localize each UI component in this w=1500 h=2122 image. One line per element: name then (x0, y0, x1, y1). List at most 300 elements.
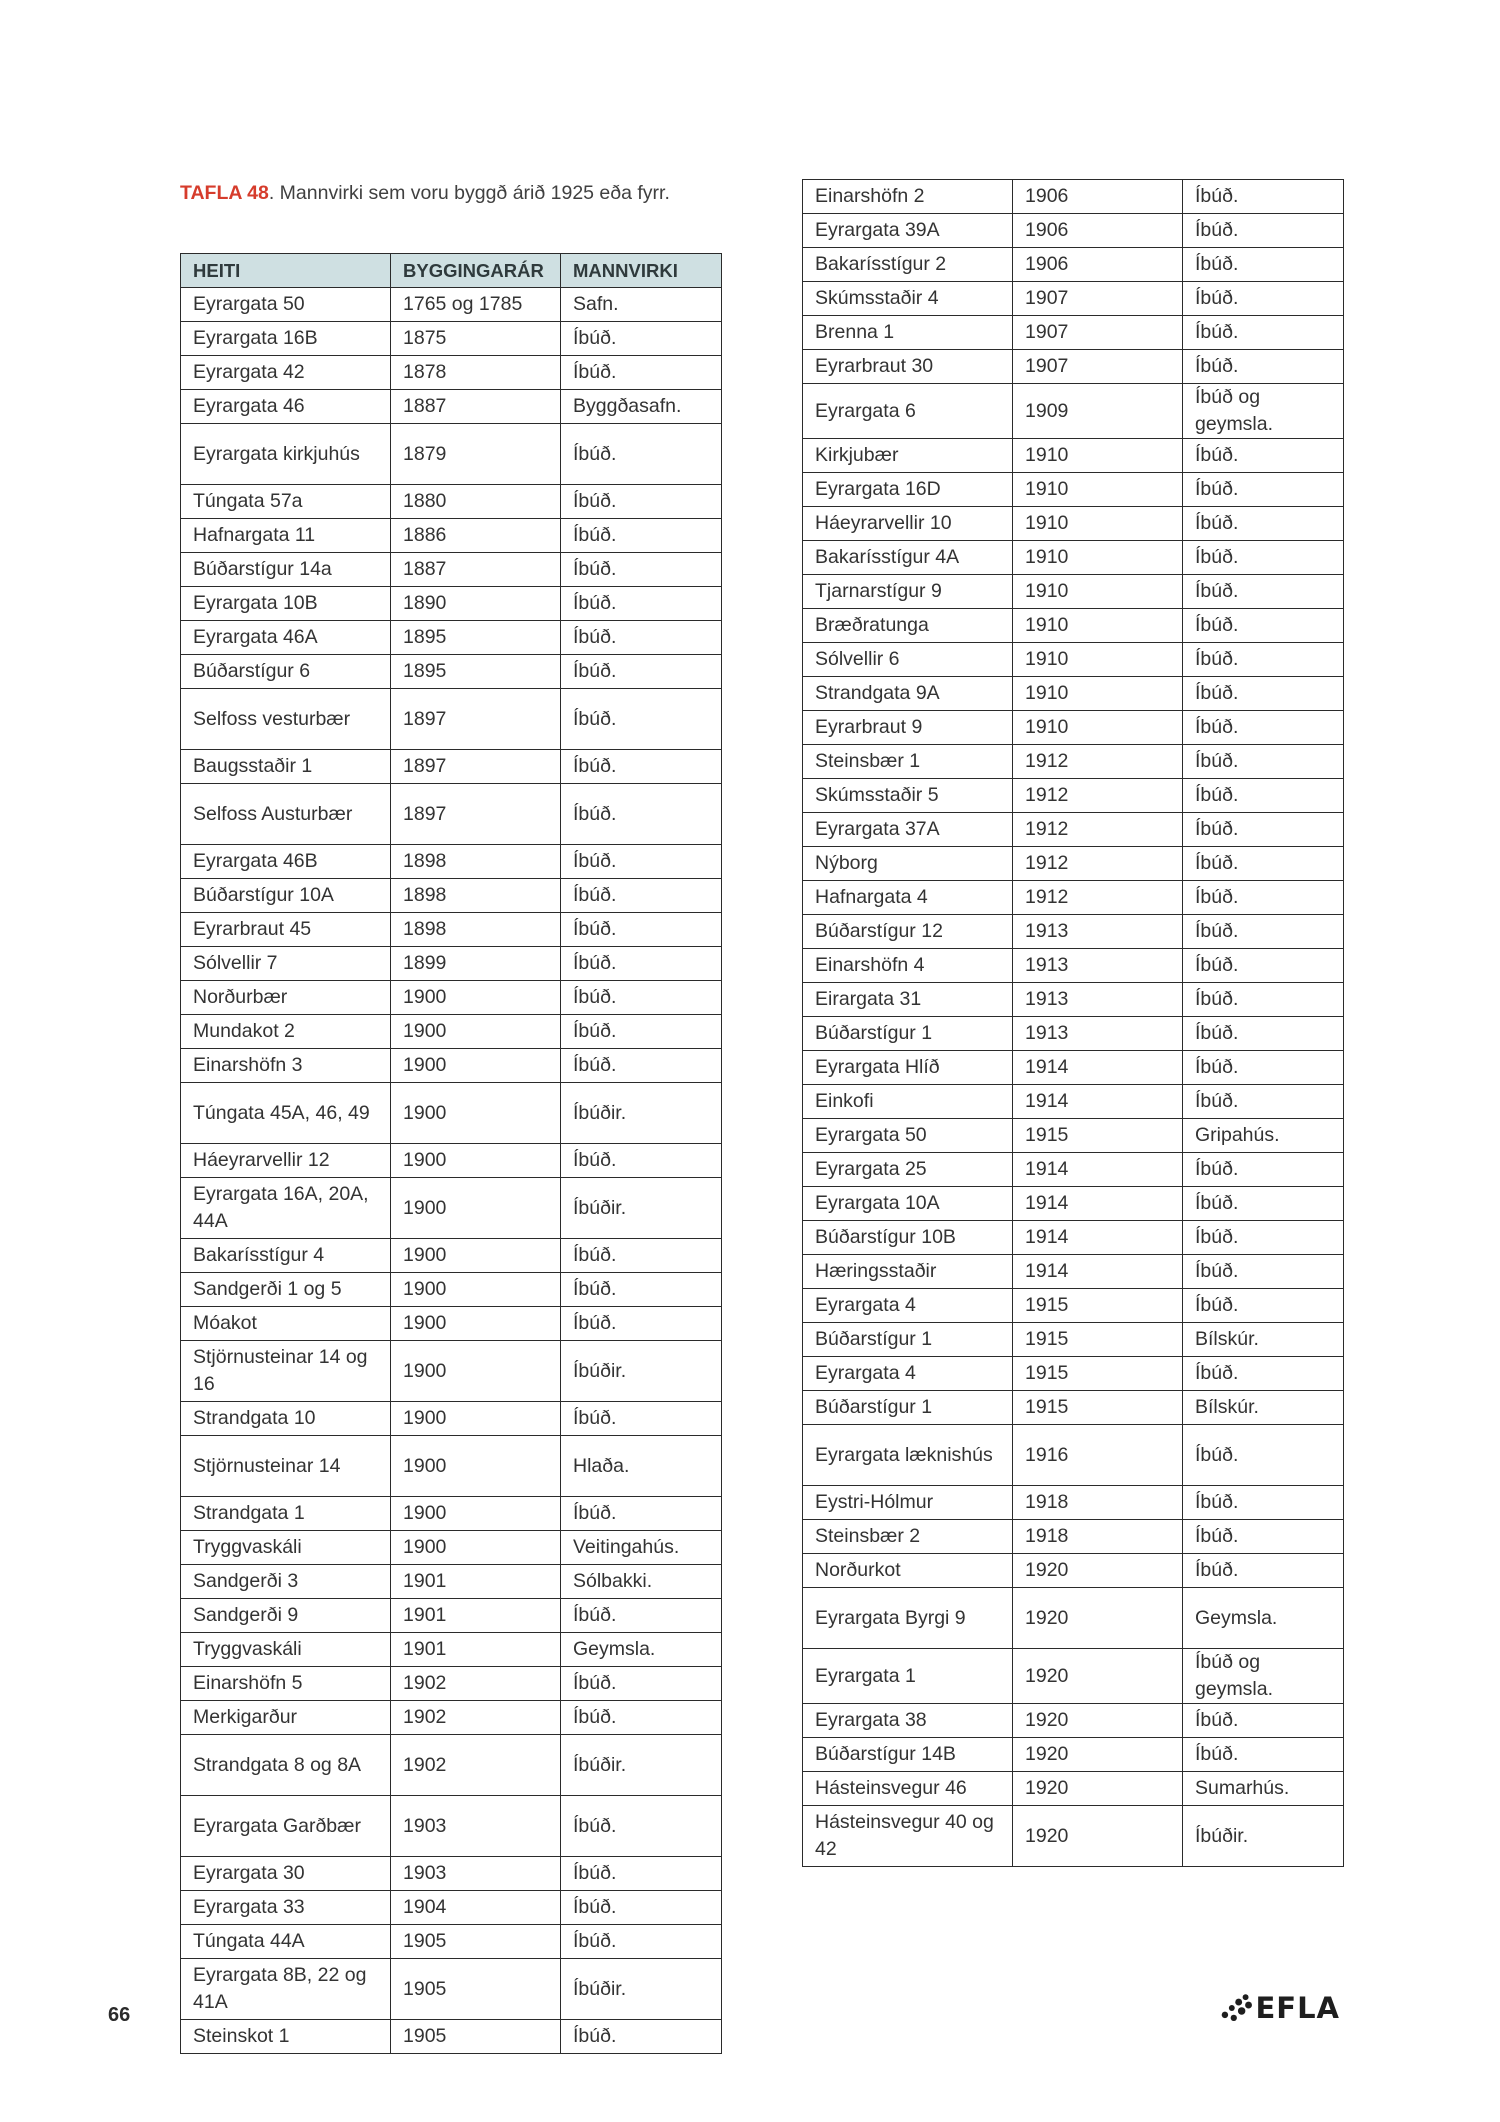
table-row (181, 655, 722, 689)
cell-byggingarar: 1910 (1013, 439, 1183, 473)
cell-byggingarar: 1910 (1013, 507, 1183, 541)
table-row (803, 282, 1344, 316)
table-row (803, 1772, 1344, 1806)
table-row (803, 1425, 1344, 1486)
cell-mannvirki: Íbúð. (561, 750, 722, 784)
table-row (803, 813, 1344, 847)
table-row (803, 643, 1344, 677)
table-row (803, 350, 1344, 384)
cell-mannvirki: Hlaða. (561, 1436, 722, 1497)
cell-heiti: Steinskot 1 (181, 2020, 391, 2054)
cell-heiti: Eyrargata 38 (803, 1704, 1013, 1738)
table-row (803, 316, 1344, 350)
table-row (803, 915, 1344, 949)
cell-mannvirki: Íbúð. (561, 1402, 722, 1436)
cell-byggingarar: 1912 (1013, 745, 1183, 779)
cell-heiti: Selfoss vesturbær (181, 689, 391, 750)
cell-byggingarar: 1920 (1013, 1554, 1183, 1588)
cell-heiti: Eyrargata 10B (181, 587, 391, 621)
table-row (181, 424, 722, 485)
table-row (803, 1119, 1344, 1153)
table-row (181, 1436, 722, 1497)
cell-mannvirki: Íbúð. (561, 519, 722, 553)
cell-mannvirki: Íbúð og geymsla. (1183, 1649, 1344, 1704)
efla-logo (1220, 1988, 1340, 2028)
cell-heiti: Háeyrarvellir 12 (181, 1144, 391, 1178)
cell-byggingarar: 1900 (391, 1307, 561, 1341)
table-row (181, 2020, 722, 2054)
cell-mannvirki: Íbúð. (561, 553, 722, 587)
table-row (181, 1667, 722, 1701)
table-row (803, 1806, 1344, 1867)
cell-mannvirki: Íbúð. (561, 655, 722, 689)
cell-mannvirki: Íbúð. (561, 1925, 722, 1959)
cell-byggingarar: 1915 (1013, 1323, 1183, 1357)
table-row (181, 621, 722, 655)
cell-heiti: Stjörnusteinar 14 og 16 (181, 1341, 391, 1402)
table-row (803, 847, 1344, 881)
cell-byggingarar: 1900 (391, 1083, 561, 1144)
cell-byggingarar: 1887 (391, 390, 561, 424)
cell-heiti: Strandgata 1 (181, 1497, 391, 1531)
table-row (181, 784, 722, 845)
header-heiti: HEITI (181, 254, 391, 288)
cell-mannvirki: Íbúð. (1183, 1486, 1344, 1520)
cell-byggingarar: 1900 (391, 981, 561, 1015)
cell-heiti: Steinsbær 1 (803, 745, 1013, 779)
cell-mannvirki: Veitingahús. (561, 1531, 722, 1565)
table-row (181, 356, 722, 390)
cell-heiti: Búðarstígur 1 (803, 1323, 1013, 1357)
cell-byggingarar: 1879 (391, 424, 561, 485)
cell-heiti: Búðarstígur 12 (803, 915, 1013, 949)
cell-byggingarar: 1910 (1013, 643, 1183, 677)
cell-byggingarar: 1902 (391, 1667, 561, 1701)
table-row (803, 384, 1344, 439)
cell-mannvirki: Íbúð. (1183, 745, 1344, 779)
cell-mannvirki: Íbúð. (561, 356, 722, 390)
cell-byggingarar: 1912 (1013, 847, 1183, 881)
cell-byggingarar: 1897 (391, 689, 561, 750)
cell-heiti: Eyrargata læknishús (803, 1425, 1013, 1486)
cell-heiti: Strandgata 8 og 8A (181, 1735, 391, 1796)
cell-byggingarar: 1898 (391, 845, 561, 879)
cell-heiti: Eyrargata kirkjuhús (181, 424, 391, 485)
cell-mannvirki: Íbúð. (561, 879, 722, 913)
table-row (181, 1599, 722, 1633)
cell-byggingarar: 1906 (1013, 180, 1183, 214)
cell-mannvirki: Íbúð. (1183, 881, 1344, 915)
cell-heiti: Eyrargata 37A (803, 813, 1013, 847)
cell-byggingarar: 1895 (391, 621, 561, 655)
table-row (803, 1554, 1344, 1588)
cell-heiti: Eyrargata 42 (181, 356, 391, 390)
table-row (803, 1649, 1344, 1704)
cell-heiti: Sandgerði 3 (181, 1565, 391, 1599)
cell-mannvirki: Íbúð. (1183, 507, 1344, 541)
cell-heiti: Bakarísstígur 4A (803, 541, 1013, 575)
cell-mannvirki: Íbúð. (1183, 711, 1344, 745)
table-row (181, 1857, 722, 1891)
cell-heiti: Búðarstígur 6 (181, 655, 391, 689)
cell-heiti: Túngata 45A, 46, 49 (181, 1083, 391, 1144)
cell-byggingarar: 1900 (391, 1531, 561, 1565)
cell-heiti: Háeyrarvellir 10 (803, 507, 1013, 541)
cell-heiti: Steinsbær 2 (803, 1520, 1013, 1554)
cell-heiti: Búðarstígur 14a (181, 553, 391, 587)
cell-mannvirki: Íbúð. (561, 587, 722, 621)
table-row (803, 745, 1344, 779)
table-row (803, 949, 1344, 983)
cell-heiti: Bræðratunga (803, 609, 1013, 643)
table-row (181, 1959, 722, 2020)
table-row (181, 1239, 722, 1273)
table-row (803, 1738, 1344, 1772)
cell-mannvirki: Íbúð. (561, 1015, 722, 1049)
table-row (803, 711, 1344, 745)
cell-mannvirki: Íbúð. (1183, 677, 1344, 711)
cell-mannvirki: Sólbakki. (561, 1565, 722, 1599)
cell-byggingarar: 1913 (1013, 1017, 1183, 1051)
table-caption-text: . Mannvirki sem voru byggð árið 1925 eða fyrr. (268, 182, 670, 204)
table-row (181, 519, 722, 553)
cell-mannvirki: Íbúð. (1183, 1221, 1344, 1255)
cell-byggingarar: 1905 (391, 1959, 561, 2020)
cell-mannvirki: Íbúð. (1183, 1255, 1344, 1289)
cell-heiti: Eyrargata 39A (803, 214, 1013, 248)
cell-byggingarar: 1905 (391, 1925, 561, 1959)
cell-heiti: Eyrargata 6 (803, 384, 1013, 439)
cell-heiti: Selfoss Austurbær (181, 784, 391, 845)
cell-heiti: Eyrargata 25 (803, 1153, 1013, 1187)
cell-mannvirki: Íbúðir. (561, 1735, 722, 1796)
cell-mannvirki: Íbúð. (561, 689, 722, 750)
cell-mannvirki: Íbúð. (1183, 575, 1344, 609)
cell-heiti: Brenna 1 (803, 316, 1013, 350)
table-row (181, 1341, 722, 1402)
cell-byggingarar: 1902 (391, 1701, 561, 1735)
cell-byggingarar: 1900 (391, 1049, 561, 1083)
cell-byggingarar: 1913 (1013, 915, 1183, 949)
cell-byggingarar: 1915 (1013, 1289, 1183, 1323)
cell-byggingarar: 1897 (391, 784, 561, 845)
cell-mannvirki: Íbúð. (561, 1273, 722, 1307)
cell-mannvirki: Íbúð. (1183, 248, 1344, 282)
cell-heiti: Eyrarbraut 9 (803, 711, 1013, 745)
table-row (803, 677, 1344, 711)
cell-mannvirki: Íbúð. (1183, 847, 1344, 881)
table-row (181, 288, 722, 322)
table-row (181, 750, 722, 784)
cell-heiti: Einarshöfn 3 (181, 1049, 391, 1083)
table-row (803, 1153, 1344, 1187)
table-row (803, 214, 1344, 248)
cell-heiti: Búðarstígur 10A (181, 879, 391, 913)
cell-mannvirki: Íbúð. (1183, 643, 1344, 677)
cell-byggingarar: 1914 (1013, 1085, 1183, 1119)
cell-heiti: Mundakot 2 (181, 1015, 391, 1049)
cell-heiti: Búðarstígur 14B (803, 1738, 1013, 1772)
table-row (181, 1565, 722, 1599)
table-row (181, 1701, 722, 1735)
cell-byggingarar: 1912 (1013, 881, 1183, 915)
cell-byggingarar: 1910 (1013, 541, 1183, 575)
cell-heiti: Eyrargata 33 (181, 1891, 391, 1925)
cell-byggingarar: 1904 (391, 1891, 561, 1925)
cell-byggingarar: 1920 (1013, 1704, 1183, 1738)
cell-heiti: Búðarstígur 10B (803, 1221, 1013, 1255)
cell-heiti: Baugsstaðir 1 (181, 750, 391, 784)
cell-mannvirki: Íbúð. (1183, 180, 1344, 214)
cell-mannvirki: Íbúð. (1183, 1153, 1344, 1187)
table-row (181, 1273, 722, 1307)
cell-mannvirki: Íbúð. (561, 1144, 722, 1178)
cell-heiti: Móakot (181, 1307, 391, 1341)
cell-mannvirki: Íbúð. (561, 981, 722, 1015)
cell-mannvirki: Íbúð. (561, 1497, 722, 1531)
cell-heiti: Eyrargata 30 (181, 1857, 391, 1891)
cell-byggingarar: 1897 (391, 750, 561, 784)
cell-heiti: Eyrarbraut 30 (803, 350, 1013, 384)
cell-heiti: Kirkjubær (803, 439, 1013, 473)
cell-mannvirki: Íbúð. (561, 947, 722, 981)
table-row (181, 1144, 722, 1178)
cell-byggingarar: 1887 (391, 553, 561, 587)
cell-byggingarar: 1907 (1013, 350, 1183, 384)
cell-heiti: Eirargata 31 (803, 983, 1013, 1017)
cell-byggingarar: 1915 (1013, 1391, 1183, 1425)
table-caption (180, 182, 670, 205)
cell-byggingarar: 1900 (391, 1239, 561, 1273)
table-row (803, 248, 1344, 282)
cell-mannvirki: Íbúð. (1183, 282, 1344, 316)
table-header-row (181, 254, 722, 288)
table-row (181, 390, 722, 424)
cell-byggingarar: 1918 (1013, 1520, 1183, 1554)
table-row (181, 879, 722, 913)
table-row (803, 1704, 1344, 1738)
cell-heiti: Tryggvaskáli (181, 1633, 391, 1667)
table-row (803, 1017, 1344, 1051)
cell-mannvirki: Safn. (561, 288, 722, 322)
cell-byggingarar: 1907 (1013, 316, 1183, 350)
cell-mannvirki: Íbúð. (1183, 1738, 1344, 1772)
table-row (803, 1357, 1344, 1391)
cell-heiti: Bakarísstígur 2 (803, 248, 1013, 282)
table-row (181, 322, 722, 356)
cell-mannvirki: Íbúð. (1183, 1554, 1344, 1588)
table-row (181, 1891, 722, 1925)
table-row (803, 1221, 1344, 1255)
table-body-right (803, 180, 1344, 1867)
cell-byggingarar: 1765 og 1785 (391, 288, 561, 322)
cell-mannvirki: Íbúð. (561, 1239, 722, 1273)
cell-byggingarar: 1914 (1013, 1255, 1183, 1289)
cell-byggingarar: 1901 (391, 1599, 561, 1633)
cell-byggingarar: 1900 (391, 1402, 561, 1436)
cell-byggingarar: 1920 (1013, 1806, 1183, 1867)
table-row (803, 779, 1344, 813)
cell-mannvirki: Íbúð. (561, 1701, 722, 1735)
cell-mannvirki: Íbúð. (561, 621, 722, 655)
cell-mannvirki: Íbúðir. (561, 1341, 722, 1402)
cell-heiti: Eyrargata 46B (181, 845, 391, 879)
cell-heiti: Eyrargata 46A (181, 621, 391, 655)
table-row (181, 1735, 722, 1796)
page-number: 66 (108, 2004, 131, 2026)
cell-byggingarar: 1903 (391, 1857, 561, 1891)
table-row (181, 981, 722, 1015)
buildings-table-left (180, 253, 722, 2054)
table-row (181, 689, 722, 750)
cell-byggingarar: 1890 (391, 587, 561, 621)
cell-mannvirki: Bílskúr. (1183, 1391, 1344, 1425)
cell-mannvirki: Íbúð. (1183, 350, 1344, 384)
cell-mannvirki: Íbúð og geymsla. (1183, 384, 1344, 439)
table-row (803, 1051, 1344, 1085)
cell-mannvirki: Íbúð. (1183, 214, 1344, 248)
cell-mannvirki: Íbúð. (1183, 1425, 1344, 1486)
table-row (803, 541, 1344, 575)
cell-byggingarar: 1916 (1013, 1425, 1183, 1486)
cell-heiti: Einkofi (803, 1085, 1013, 1119)
table-row (181, 1796, 722, 1857)
cell-byggingarar: 1875 (391, 322, 561, 356)
table-row (181, 1015, 722, 1049)
cell-mannvirki: Íbúð. (561, 1049, 722, 1083)
cell-heiti: Sólvellir 7 (181, 947, 391, 981)
cell-heiti: Tjarnarstígur 9 (803, 575, 1013, 609)
table-row (181, 1531, 722, 1565)
table-row (181, 1307, 722, 1341)
table-row (803, 609, 1344, 643)
table-row (803, 1588, 1344, 1649)
cell-heiti: Eyrargata 16A, 20A, 44A (181, 1178, 391, 1239)
cell-mannvirki: Íbúð. (1183, 813, 1344, 847)
cell-mannvirki: Geymsla. (1183, 1588, 1344, 1649)
cell-mannvirki: Íbúð. (561, 784, 722, 845)
cell-mannvirki: Íbúð. (1183, 1187, 1344, 1221)
cell-byggingarar: 1900 (391, 1178, 561, 1239)
header-mannvirki: MANNVIRKI (561, 254, 722, 288)
table-row (181, 1083, 722, 1144)
cell-byggingarar: 1880 (391, 485, 561, 519)
cell-byggingarar: 1915 (1013, 1119, 1183, 1153)
cell-mannvirki: Íbúð. (561, 485, 722, 519)
cell-byggingarar: 1900 (391, 1015, 561, 1049)
cell-mannvirki: Gripahús. (1183, 1119, 1344, 1153)
cell-mannvirki: Íbúð. (1183, 609, 1344, 643)
cell-byggingarar: 1914 (1013, 1221, 1183, 1255)
cell-byggingarar: 1895 (391, 655, 561, 689)
cell-heiti: Eyrargata 8B, 22 og 41A (181, 1959, 391, 2020)
cell-heiti: Eyrarbraut 45 (181, 913, 391, 947)
cell-mannvirki: Íbúðir. (561, 1959, 722, 2020)
cell-byggingarar: 1914 (1013, 1051, 1183, 1085)
cell-mannvirki: Íbúð. (561, 322, 722, 356)
cell-heiti: Nýborg (803, 847, 1013, 881)
cell-mannvirki: Íbúð. (561, 2020, 722, 2054)
table-row (181, 1178, 722, 1239)
table-row (181, 587, 722, 621)
cell-heiti: Búðarstígur 1 (803, 1391, 1013, 1425)
cell-heiti: Hafnargata 4 (803, 881, 1013, 915)
cell-byggingarar: 1898 (391, 879, 561, 913)
cell-heiti: Eyrargata 50 (803, 1119, 1013, 1153)
cell-mannvirki: Íbúð. (1183, 983, 1344, 1017)
cell-byggingarar: 1920 (1013, 1738, 1183, 1772)
table-row (803, 1187, 1344, 1221)
cell-heiti: Stjörnusteinar 14 (181, 1436, 391, 1497)
cell-heiti: Búðarstígur 1 (803, 1017, 1013, 1051)
cell-byggingarar: 1910 (1013, 609, 1183, 643)
table-row (181, 1497, 722, 1531)
cell-heiti: Skúmsstaðir 5 (803, 779, 1013, 813)
cell-heiti: Norðurkot (803, 1554, 1013, 1588)
cell-heiti: Eyrargata 16D (803, 473, 1013, 507)
table-row (181, 1925, 722, 1959)
cell-byggingarar: 1878 (391, 356, 561, 390)
cell-mannvirki: Íbúð. (561, 845, 722, 879)
cell-byggingarar: 1903 (391, 1796, 561, 1857)
cell-heiti: Einarshöfn 2 (803, 180, 1013, 214)
cell-mannvirki: Íbúð. (561, 1796, 722, 1857)
cell-mannvirki: Íbúð. (561, 1667, 722, 1701)
cell-mannvirki: Íbúð. (1183, 439, 1344, 473)
cell-heiti: Strandgata 10 (181, 1402, 391, 1436)
table-row (803, 180, 1344, 214)
cell-heiti: Eyrargata 1 (803, 1649, 1013, 1704)
cell-mannvirki: Íbúð. (1183, 1357, 1344, 1391)
cell-mannvirki: Íbúð. (1183, 779, 1344, 813)
cell-mannvirki: Íbúð. (1183, 1051, 1344, 1085)
cell-byggingarar: 1915 (1013, 1357, 1183, 1391)
cell-mannvirki: Íbúð. (1183, 1085, 1344, 1119)
table-row (181, 1633, 722, 1667)
cell-mannvirki: Íbúð. (1183, 949, 1344, 983)
cell-heiti: Eyrargata 4 (803, 1289, 1013, 1323)
table-row (803, 1323, 1344, 1357)
cell-byggingarar: 1913 (1013, 949, 1183, 983)
cell-heiti: Eyrargata Hlíð (803, 1051, 1013, 1085)
cell-mannvirki: Íbúð. (561, 1857, 722, 1891)
cell-byggingarar: 1905 (391, 2020, 561, 2054)
cell-byggingarar: 1907 (1013, 282, 1183, 316)
cell-byggingarar: 1920 (1013, 1588, 1183, 1649)
cell-mannvirki: Íbúð. (561, 1891, 722, 1925)
table-row (803, 507, 1344, 541)
table-row (803, 1520, 1344, 1554)
cell-heiti: Bakarísstígur 4 (181, 1239, 391, 1273)
table-row (803, 1391, 1344, 1425)
cell-heiti: Túngata 44A (181, 1925, 391, 1959)
cell-heiti: Norðurbær (181, 981, 391, 1015)
cell-heiti: Hæringsstaðir (803, 1255, 1013, 1289)
cell-mannvirki: Íbúð. (561, 1599, 722, 1633)
cell-byggingarar: 1900 (391, 1341, 561, 1402)
cell-mannvirki: Íbúðir. (561, 1083, 722, 1144)
cell-heiti: Eyrargata 50 (181, 288, 391, 322)
cell-mannvirki: Íbúð. (561, 424, 722, 485)
cell-mannvirki: Íbúð. (561, 1307, 722, 1341)
cell-heiti: Hásteinsvegur 46 (803, 1772, 1013, 1806)
table-row (803, 881, 1344, 915)
cell-heiti: Eyrargata Garðbær (181, 1796, 391, 1857)
cell-heiti: Skúmsstaðir 4 (803, 282, 1013, 316)
cell-mannvirki: Bílskúr. (1183, 1323, 1344, 1357)
table-row (181, 845, 722, 879)
cell-byggingarar: 1918 (1013, 1486, 1183, 1520)
